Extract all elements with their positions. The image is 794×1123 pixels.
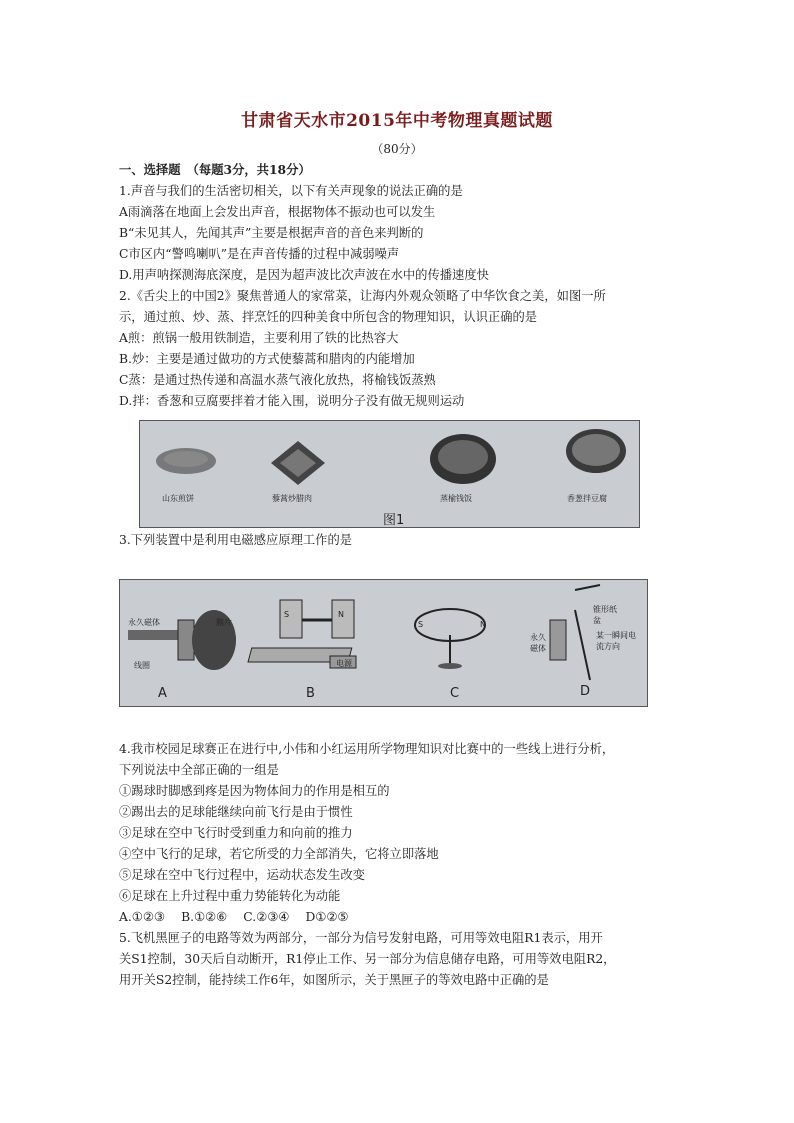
q5-line-2: 关S1控制，30天后自动断开，R1停止工作、另一部分为信息储存电路，可用等效电阻R2，: [119, 952, 616, 966]
q1-stem: 1.声音与我们的生活密切相关，以下有关声现象的说法正确的是: [119, 184, 463, 198]
q1-option-d: D.用声呐探测海底深度，是因为超声波比次声波在水中的传播速度快: [119, 268, 489, 282]
figure-2-devices: [119, 579, 648, 707]
device-letter-c: C: [450, 686, 460, 701]
q2-option-d: D.拌：香葱和豆腐要拌着才能入围，说明分子没有做无规则运动: [119, 394, 465, 408]
figure-1-food-photos: [139, 420, 640, 528]
label-power-supply: 电源: [336, 659, 352, 668]
q3-stem: 3.下列装置中是利用电磁感应原理工作的是: [119, 533, 353, 547]
device-letter-b: B: [306, 686, 315, 701]
q1-option-a: A雨滴落在地面上会发出声音，根据物体不振动也可以发生: [119, 205, 436, 219]
q5-line-3: 用开关S2控制，能持续工作6年，如图所示，关于黑匣子的等效电路中正确的是: [119, 973, 549, 987]
q4-stem-1: 4.我市校园足球赛正在进行中,小伟和小红运用所学物理知识对比赛中的一些线上进行分析，: [119, 742, 615, 756]
food-label-4: 香葱拌豆腐: [567, 494, 607, 503]
q4-item-5: ⑤足球在空中飞行过程中，运动状态发生改变: [119, 868, 365, 882]
q4-item-3: ③足球在空中飞行时受到重力和向前的推力: [119, 826, 353, 840]
food-label-1: 山东煎饼: [162, 494, 194, 503]
q4-stem-2: 下列说法中全部正确的一组是: [119, 763, 279, 777]
label-diaphragm: 膜片: [216, 618, 232, 627]
label-permanent-magnet-a: 永久磁体: [128, 618, 160, 627]
label-s-pole-c: S: [418, 620, 424, 629]
device-drawings: [120, 580, 647, 706]
label-n-pole-c: N: [480, 620, 486, 629]
food-label-3: 蒸榆钱饭: [440, 494, 472, 503]
device-letter-a: A: [158, 686, 167, 701]
q2-option-a: A煎：煎锅一般用铁制造，主要利用了铁的比热容大: [119, 331, 399, 345]
label-cone-paper: 锥形纸盆: [593, 605, 617, 625]
q5-line-1: 5.飞机黑匣子的电路等效为两部分，一部分为信号发射电路，可用等效电阻R1表示，用开: [119, 931, 603, 945]
q2-option-c: C蒸：是通过热传递和高温水蒸气液化放热，将榆钱饭蒸熟: [119, 373, 436, 387]
label-permanent-magnet-d: 永久磁体: [530, 633, 546, 653]
q4-options: A.①②③ B.①②⑥ C.②③④ D①②⑤: [119, 910, 349, 924]
total-score: （80分）: [371, 142, 423, 156]
q2-stem-2: 示，通过煎、炒、蒸、拌烹饪的四种美食中所包含的物理知识，认识正确的是: [119, 310, 538, 324]
q4-item-4: ④空中飞行的足球，若它所受的力全部消失，它将立即落地: [119, 847, 439, 861]
q4-item-1: ①踢球时脚感到疼是因为物体间力的作用是相互的: [119, 784, 390, 798]
page-title: 甘肃省天水市2015年中考物理真题试题: [241, 111, 553, 131]
section-heading: 一、选择题 （每题3分，共18分）: [119, 162, 311, 177]
food-label-2: 藜蒿炒腊肉: [272, 494, 312, 503]
q4-item-6: ⑥足球在上升过程中重力势能转化为动能: [119, 889, 341, 903]
label-current-direction: 某一瞬间电流方向: [596, 631, 636, 651]
label-coil: 线圈: [134, 661, 150, 670]
q2-stem-1: 2.《舌尖上的中国2》聚焦普通人的家常菜，让海内外观众领略了中华饮食之美，如图一所: [119, 289, 606, 303]
figure-1-caption: 图1: [383, 513, 405, 528]
q1-option-c: C市区内“警鸣喇叭”是在声音传播的过程中减弱噪声: [119, 247, 400, 261]
label-s-pole-b: S: [284, 610, 290, 619]
q2-option-b: B.炒：主要是通过做功的方式使藜蒿和腊肉的内能增加: [119, 352, 415, 366]
label-n-pole-b: N: [338, 610, 344, 619]
device-letter-d: D: [580, 684, 591, 699]
q4-item-2: ②踢出去的足球能继续向前飞行是由于惯性: [119, 805, 353, 819]
q1-option-b: B“未见其人，先闻其声”主要是根据声音的音色来判断的: [119, 226, 424, 240]
